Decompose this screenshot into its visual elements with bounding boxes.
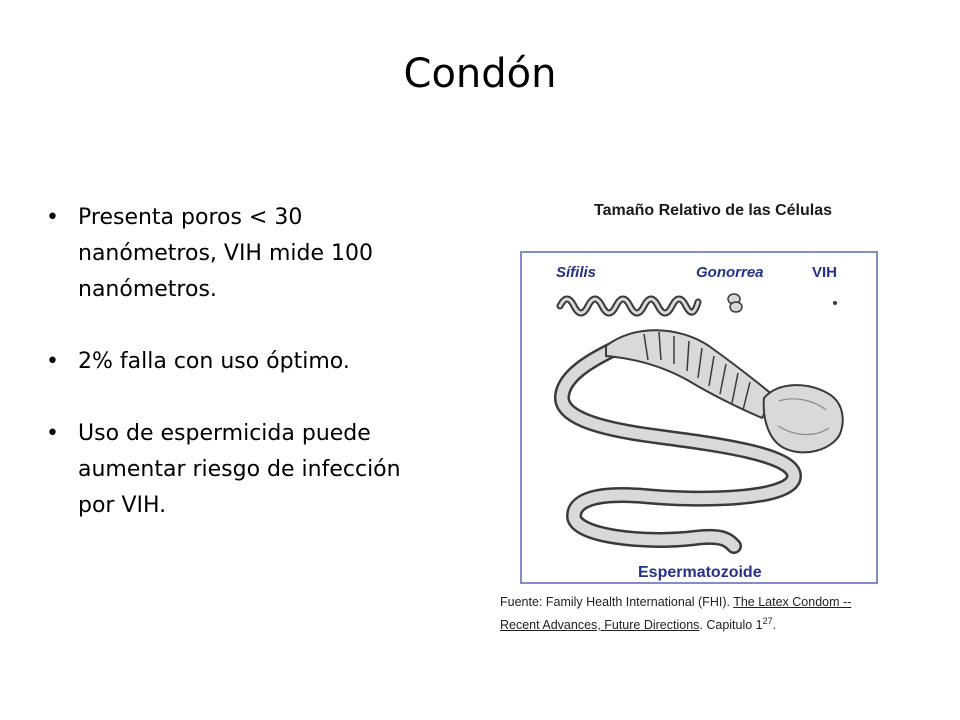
cells-illustration bbox=[494, 196, 900, 596]
sperm-midpiece-illustration bbox=[606, 330, 774, 418]
source-prefix: Fuente: Family Health International (FHI). bbox=[500, 595, 730, 609]
sperm-label: Espermatozoide bbox=[638, 564, 762, 581]
source-title-part2: Recent Advances, Future Directions bbox=[500, 618, 700, 633]
gonorrhea-label: Gonorrea bbox=[696, 264, 764, 281]
hiv-label: VIH bbox=[812, 264, 838, 281]
syphilis-label: Sífilis bbox=[556, 264, 597, 281]
sperm-tail-illustration bbox=[562, 348, 794, 546]
bullet-list bbox=[46, 200, 406, 560]
gonorrhea-illustration bbox=[728, 294, 742, 312]
slide-title: Condón bbox=[403, 51, 557, 97]
sperm-head-illustration bbox=[764, 385, 843, 452]
bullet-item: • 2% falla con uso óptimo. bbox=[46, 344, 406, 380]
bullet-item: • Uso de espermicida puede aumentar riesgo de infección por VIH. bbox=[46, 416, 406, 524]
figure-title: Tamaño Relativo de las Células bbox=[594, 202, 833, 219]
figure-source-citation bbox=[500, 593, 900, 635]
bullet-item: • Presenta poros < 30 nanómetros, VIH mide 100 nanómetros. bbox=[46, 200, 406, 308]
source-superscript: 27 bbox=[762, 616, 773, 626]
hiv-particle bbox=[833, 301, 837, 305]
source-title-part1: The Latex Condom -- bbox=[733, 595, 852, 609]
cell-size-figure bbox=[494, 196, 900, 636]
source-suffix: . Capitulo 1 bbox=[699, 618, 763, 633]
source-end: . bbox=[772, 618, 777, 633]
